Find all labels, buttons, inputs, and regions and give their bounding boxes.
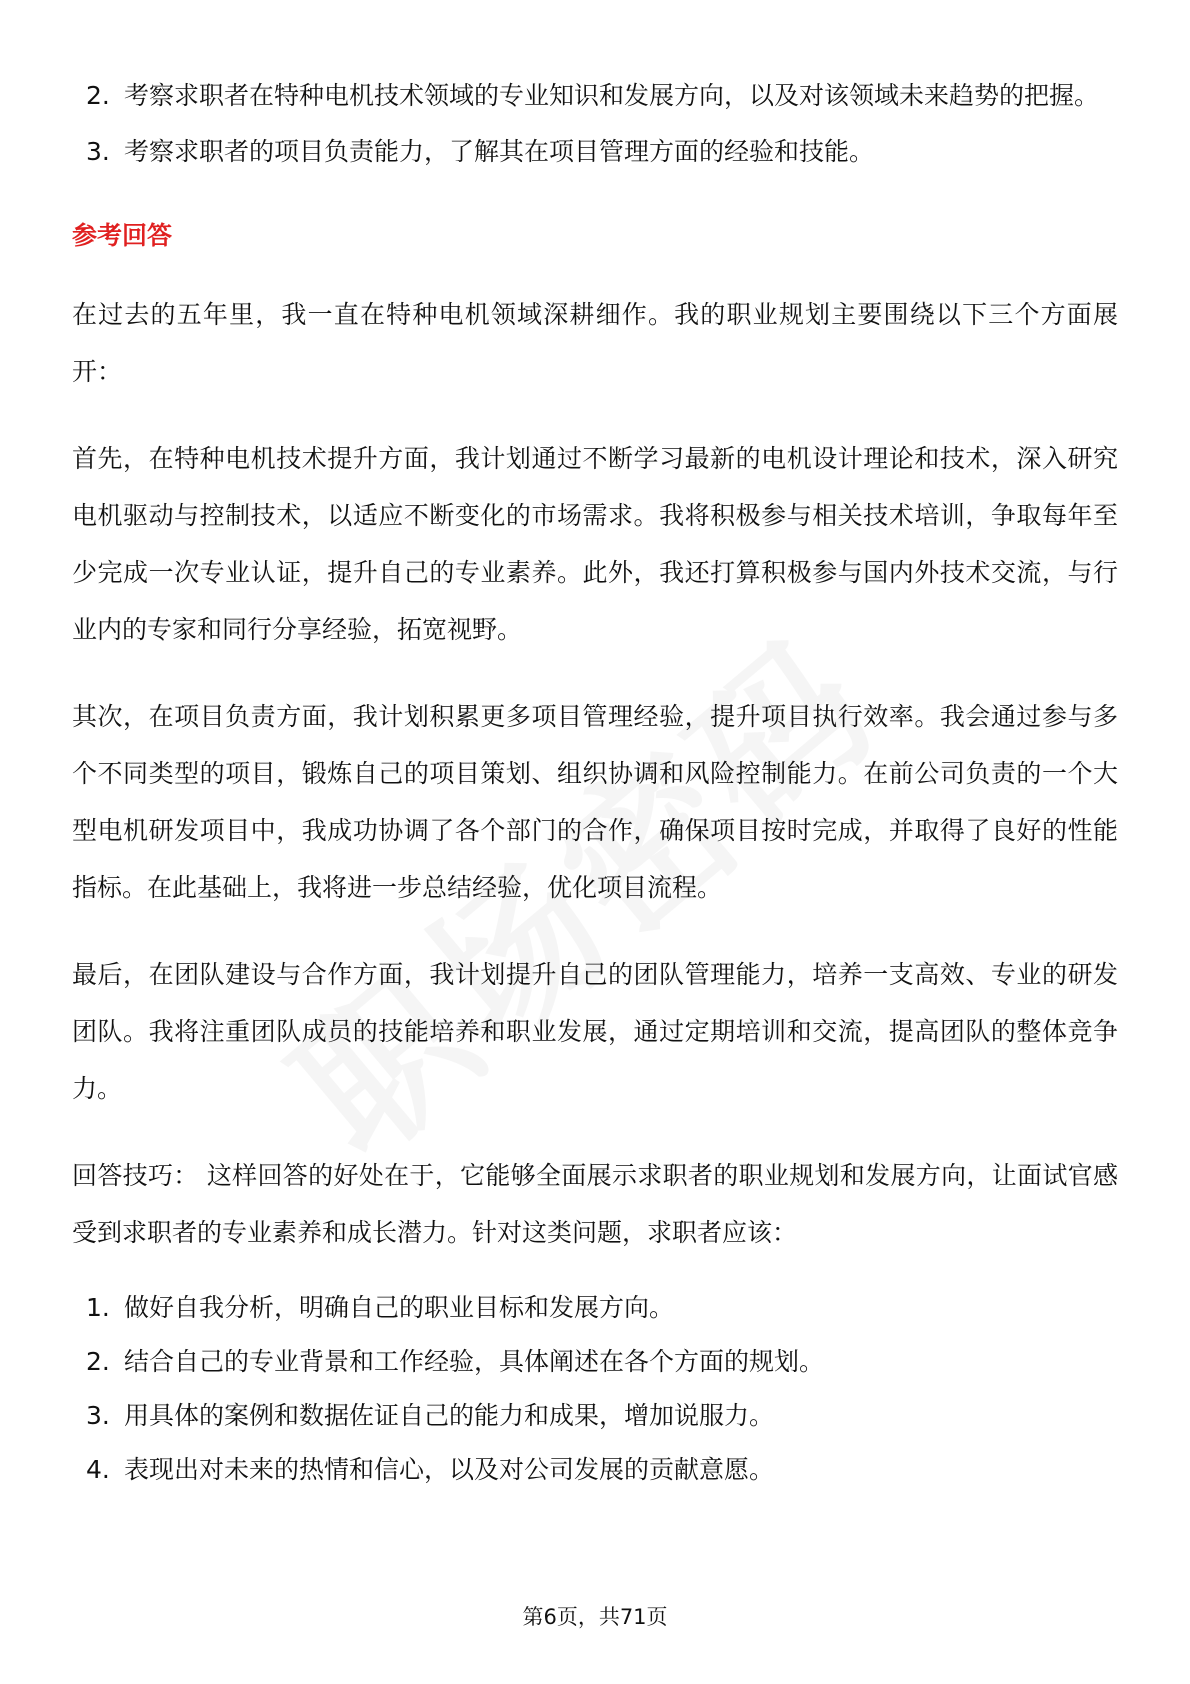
tips-intro: 回答技巧： 这样回答的好处在于，它能够全面展示求职者的职业规划和发展方向，让面试官感受到求职者的专业素养和成长潜力。针对这类问题，求职者应该： (72, 1161, 1118, 1247)
list-item-number: 2. (86, 81, 110, 110)
list-item-text: 用具体的案例和数据佐证自己的能力和成果，增加说服力。 (124, 1401, 775, 1430)
list-item (72, 1335, 1118, 1389)
page-content (72, 68, 1118, 1497)
list-item-number: 3. (86, 137, 110, 166)
list-item-number: 1. (86, 1293, 110, 1322)
answer-paragraph: 首先，在特种电机技术提升方面，我计划通过不断学习最新的电机设计理论和技术，深入研究电机驱动与控制技术，以适应不断变化的市场需求。我将积极参与相关技术培训，争取每年至少完成一次专业认证，提升自己的专业素养。此外，我还打算积极参与国内外技术交流，与行业内的专家和同行分享经验，拓宽视野。 (72, 444, 1118, 644)
list-item-number: 4. (86, 1455, 110, 1484)
list-item (72, 1389, 1118, 1443)
list-item-number: 2. (86, 1347, 110, 1376)
list-item-text: 做好自我分析，明确自己的职业目标和发展方向。 (124, 1293, 675, 1322)
criteria-list (72, 68, 1118, 180)
list-item (72, 1443, 1118, 1497)
list-item-text: 表现出对未来的热情和信心，以及对公司发展的贡献意愿。 (124, 1455, 775, 1484)
list-item-text: 考察求职者的项目负责能力，了解其在项目管理方面的经验和技能。 (124, 137, 875, 166)
list-item-text: 考察求职者在特种电机技术领域的专业知识和发展方向，以及对该领域未来趋势的把握。 (124, 81, 1100, 110)
answer-paragraph: 最后，在团队建设与合作方面，我计划提升自己的团队管理能力，培养一支高效、专业的研发团队。我将注重团队成员的技能培养和职业发展，通过定期培训和交流，提高团队的整体竞争力。 (72, 960, 1118, 1103)
answer-paragraph: 在过去的五年里，我一直在特种电机领域深耕细作。我的职业规划主要围绕以下三个方面展开： (72, 300, 1118, 386)
reference-answer-heading: 参考回答 (72, 221, 173, 250)
list-item-text: 结合自己的专业背景和工作经验，具体阐述在各个方面的规划。 (124, 1347, 825, 1376)
list-item (72, 68, 1118, 124)
tips-list (72, 1281, 1118, 1497)
page-footer: 第6页，共71页 (522, 1605, 668, 1629)
list-item (72, 1281, 1118, 1335)
answer-paragraph: 其次，在项目负责方面，我计划积累更多项目管理经验，提升项目执行效率。我会通过参与多个不同类型的项目，锻炼自己的项目策划、组织协调和风险控制能力。在前公司负责的一个大型电机研发项目中，我成功协调了各个部门的合作，确保项目按时完成，并取得了良好的性能指标。在此基础上，我将进一步总结经验，优化项目流程。 (72, 702, 1118, 902)
list-item (72, 124, 1118, 180)
list-item-number: 3. (86, 1401, 110, 1430)
